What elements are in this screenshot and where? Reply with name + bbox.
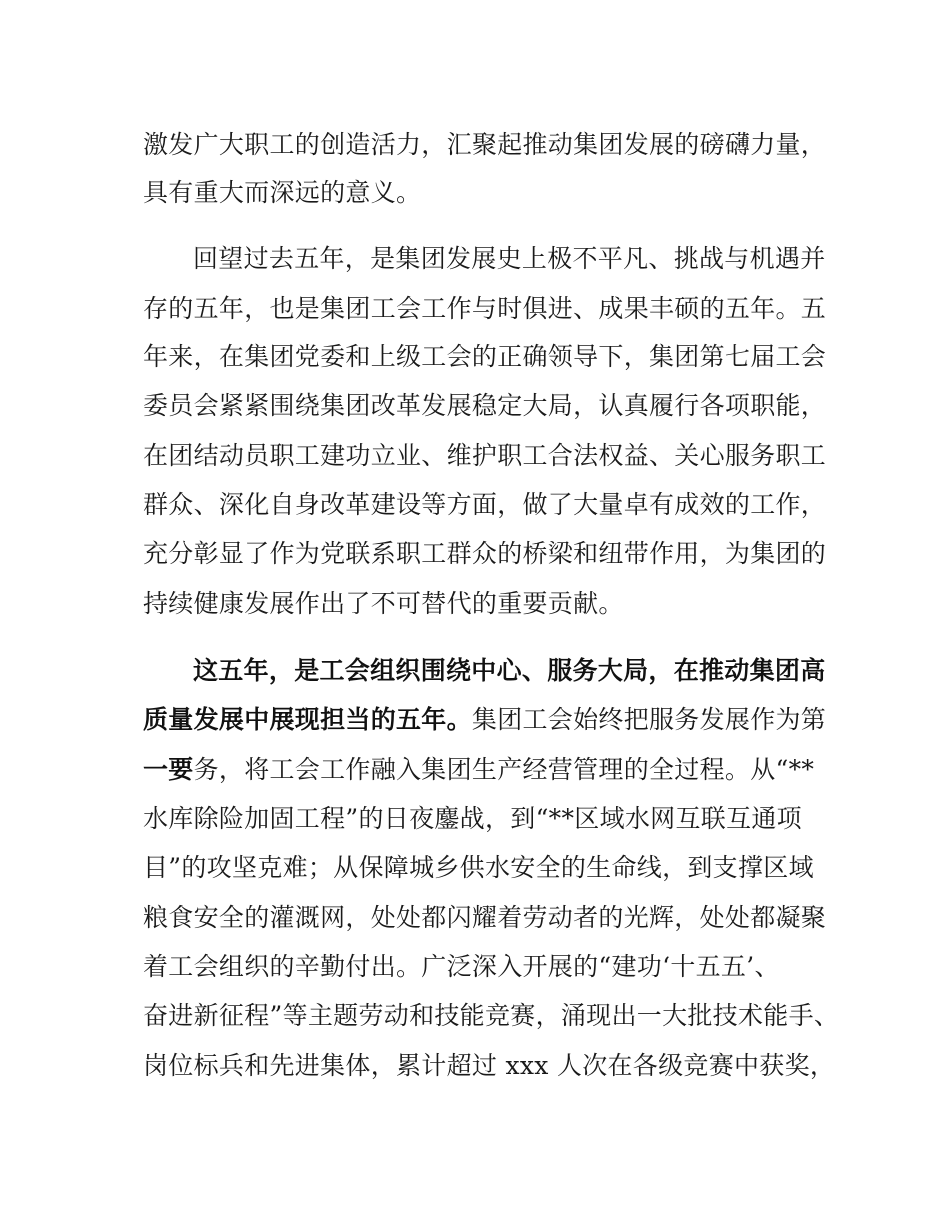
paragraph-1-line-2: 具有重大而深远的意义。 (143, 178, 422, 207)
paragraph-3-line-3-bold: 一要 (143, 755, 194, 784)
paragraph-3-line-8: 奋进新征程”等主题劳动和技能竞赛，涌现出一大批技术能手、 (143, 1001, 840, 1030)
paragraph-3-line-2-bold: 质量发展中展现担当的五年。 (143, 705, 472, 734)
paragraph-2-line-7: 充分彰显了作为党联系职工群众的桥梁和纽带作用，为集团的 (143, 539, 827, 568)
paragraph-3-line-3 (143, 755, 814, 785)
paragraph-3-line-6: 粮食安全的灌溉网，处处都闪耀着劳动者的光辉，处处都凝聚 (143, 903, 827, 932)
paragraph-2-line-4: 委员会紧紧围绕集团改革发展稳定大局，认真履行各项职能， (143, 391, 827, 420)
paragraph-3-line-4: 水库除险加固工程”的日夜鏖战，到“**区域水网互联互通项 (143, 804, 802, 833)
paragraph-3-line-3-text: 务，将工会工作融入集团生产经营管理的全过程。从“** (193, 755, 815, 784)
paragraph-2-line-6: 群众、深化自身改革建设等方面，做了大量卓有成效的工作， (143, 490, 827, 519)
paragraph-2-line-3: 年来，在集团党委和上级工会的正确领导下，集团第七届工会 (143, 342, 827, 371)
paragraph-3-line-9: 岗位标兵和先进集体，累计超过 xxx 人次在各级竞赛中获奖， (143, 1051, 836, 1080)
paragraph-3-line-5: 目”的攻坚克难；从保障城乡供水安全的生命线，到支撑区域 (143, 853, 814, 882)
paragraph-2-line-8: 持续健康发展作出了不可替代的重要贡献。 (143, 589, 624, 618)
paragraph-2-line-2: 存的五年，也是集团工会工作与时俱进、成果丰硕的五年。五 (143, 294, 827, 323)
paragraph-3-line-2 (143, 705, 826, 735)
paragraph-1-line-1: 激发广大职工的创造活力，汇聚起推动集团发展的磅礴力量， (143, 130, 827, 159)
paragraph-2-line-1: 回望过去五年，是集团发展史上极不平凡、挑战与机遇并 (193, 244, 826, 273)
paragraph-2-line-5: 在团结动员职工建功立业、维护职工合法权益、关心服务职工 (143, 441, 827, 470)
paragraph-3-line-7: 着工会组织的辛勤付出。广泛深入开展的“建功‘十五五’、 (143, 952, 780, 981)
paragraph-3-line-2-text: 集团工会始终把服务发展作为第 (471, 705, 827, 734)
paragraph-3-line-1: 这五年，是工会组织围绕中心、服务大局，在推动集团高 (193, 656, 826, 685)
